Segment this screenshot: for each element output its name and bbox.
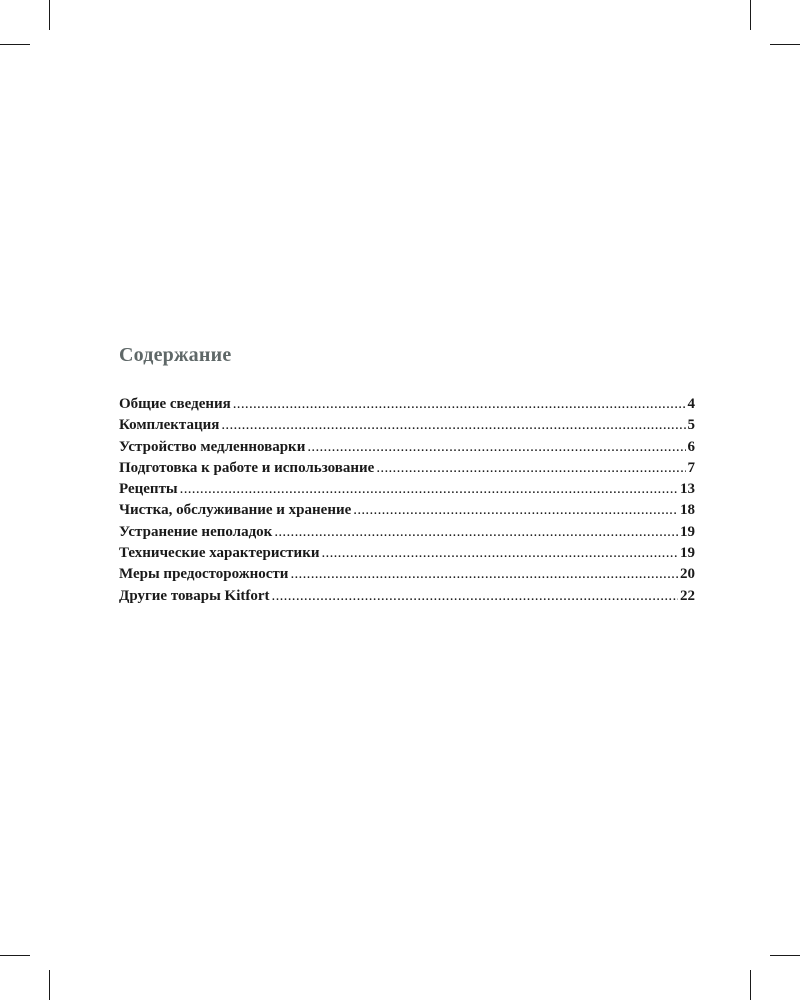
toc-entry-other-products[interactable] (119, 586, 695, 607)
toc-entry-page: 6 (687, 438, 695, 455)
crop-mark-top-left-horizontal (0, 44, 30, 45)
toc-entry-label: Устранение неполадок (119, 523, 273, 540)
toc-entry-label: Комплектация (119, 417, 220, 434)
crop-mark-bottom-right-horizontal (770, 955, 800, 956)
toc-leader-dots (290, 564, 678, 585)
toc-leader-dots (272, 586, 678, 607)
toc-leader-dots (321, 543, 678, 564)
toc-leader-dots (307, 437, 685, 458)
toc-entry-label: Технические характеристики (119, 545, 320, 562)
crop-mark-top-left-vertical (49, 0, 50, 30)
toc-leader-dots (180, 479, 678, 500)
crop-mark-bottom-left-vertical (49, 970, 50, 1000)
toc-entry-device-layout[interactable] (119, 437, 695, 458)
toc-entry-label: Устройство медленноварки (119, 438, 306, 455)
toc-entry-safety-precautions[interactable] (119, 564, 695, 585)
toc-entry-label: Рецепты (119, 481, 178, 498)
toc-entry-page: 22 (680, 587, 695, 604)
crop-mark-top-right-vertical (750, 0, 751, 30)
toc-entry-page: 20 (680, 566, 695, 583)
toc-entry-page: 19 (680, 523, 695, 540)
toc-entry-label: Другие товары Kitfort (119, 587, 270, 604)
toc-entry-page: 19 (680, 545, 695, 562)
table-of-contents (119, 340, 695, 607)
toc-entry-troubleshooting[interactable] (119, 522, 695, 543)
toc-leader-dots (274, 522, 678, 543)
crop-mark-top-right-horizontal (770, 44, 800, 45)
toc-entry-preparation-and-use[interactable] (119, 458, 695, 479)
toc-entry-label: Меры предосторожности (119, 566, 289, 583)
toc-entry-page: 7 (687, 459, 695, 476)
toc-list (119, 394, 695, 607)
toc-title: Содержание (119, 344, 232, 366)
toc-entry-general-info[interactable] (119, 394, 695, 415)
toc-leader-dots (233, 394, 686, 415)
toc-entry-page: 4 (687, 396, 695, 412)
toc-entry-label: Чистка, обслуживание и хранение (119, 502, 352, 519)
toc-entry-cleaning-maintenance[interactable] (119, 500, 695, 521)
toc-leader-dots (353, 500, 678, 521)
toc-entry-recipes[interactable] (119, 479, 695, 500)
toc-leader-dots (376, 458, 685, 479)
toc-leader-dots (221, 415, 685, 436)
toc-entry-label: Подготовка к работе и использование (119, 459, 375, 476)
crop-mark-bottom-right-vertical (750, 970, 751, 1000)
toc-entry-page: 18 (680, 502, 695, 519)
crop-mark-bottom-left-horizontal (0, 955, 30, 956)
toc-entry-page: 5 (687, 417, 695, 434)
toc-entry-page: 13 (680, 481, 695, 498)
toc-entry-package-contents[interactable] (119, 415, 695, 436)
toc-entry-label: Общие сведения (119, 396, 231, 412)
toc-entry-specifications[interactable] (119, 543, 695, 564)
